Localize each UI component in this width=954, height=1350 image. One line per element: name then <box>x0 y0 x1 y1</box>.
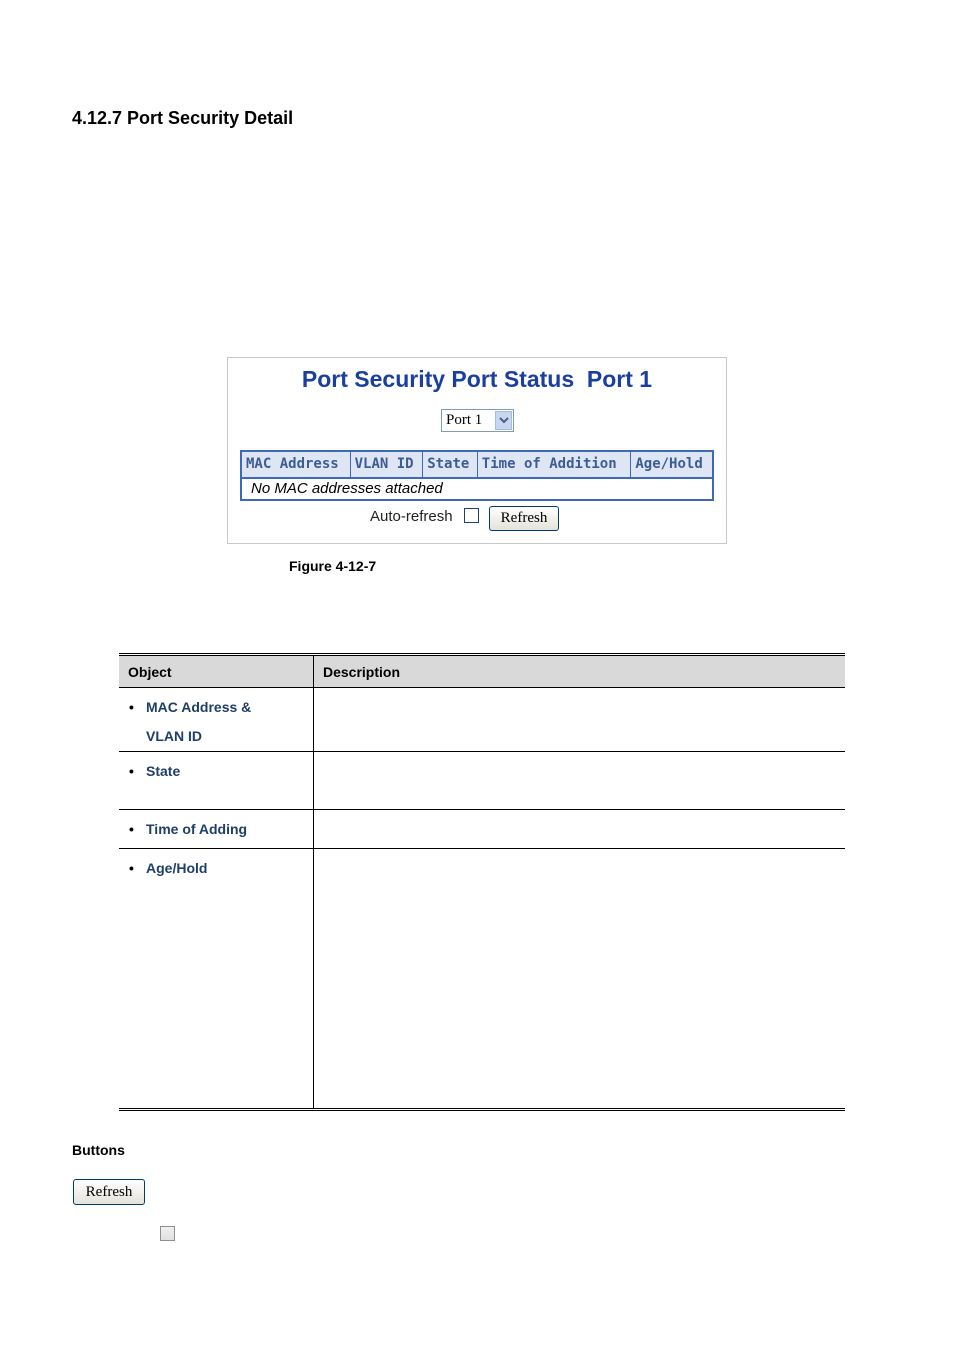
section-title: 4.12.7 Port Security Detail <box>72 108 294 128</box>
col-time-of-addition: Time of Addition <box>477 451 631 478</box>
object-header: Object <box>119 655 314 688</box>
auto-refresh-checkbox-example[interactable] <box>160 1226 175 1241</box>
col-vlan-id: VLAN ID <box>350 451 423 478</box>
table-row <box>119 688 845 752</box>
col-age-hold: Age/Hold <box>631 451 713 478</box>
refresh-button[interactable]: Refresh <box>489 506 559 531</box>
description-cell <box>314 849 846 1110</box>
table-row <box>119 849 845 1110</box>
port-security-status-screenshot <box>227 357 727 544</box>
description-header: Description <box>314 655 846 688</box>
auto-refresh-checkbox[interactable] <box>464 508 479 523</box>
empty-message: No MAC addresses attached <box>251 480 443 498</box>
mac-address-table <box>240 450 714 501</box>
refresh-button-example[interactable]: Refresh <box>73 1179 145 1205</box>
col-state: State <box>423 451 478 478</box>
auto-refresh-label: Auto-refresh <box>370 508 453 525</box>
port-select-value: Port 1 <box>446 412 483 428</box>
col-mac-address: MAC Address <box>241 451 350 478</box>
table-row <box>241 478 713 500</box>
description-cell <box>314 752 846 810</box>
object-age-hold: • Age/Hold <box>119 849 313 883</box>
table-header-row <box>241 451 713 478</box>
buttons-heading: Buttons <box>72 1142 125 1158</box>
table-header-row <box>119 655 845 688</box>
object-mac-address-vlan: • MAC Address & VLAN ID <box>119 688 286 751</box>
port-select[interactable] <box>441 409 514 432</box>
port-status-title: Port Security Port Status Port 1 <box>301 366 653 392</box>
description-cell <box>314 810 846 849</box>
table-row <box>119 810 845 849</box>
object-time-of-adding: • Time of Adding <box>119 810 313 844</box>
chevron-down-icon[interactable] <box>495 411 512 430</box>
table-row <box>119 752 845 810</box>
object-state: • State <box>119 752 313 786</box>
description-cell <box>314 688 846 752</box>
object-description-table <box>119 653 845 1111</box>
figure-caption: Figure 4-12-7 <box>289 558 377 574</box>
